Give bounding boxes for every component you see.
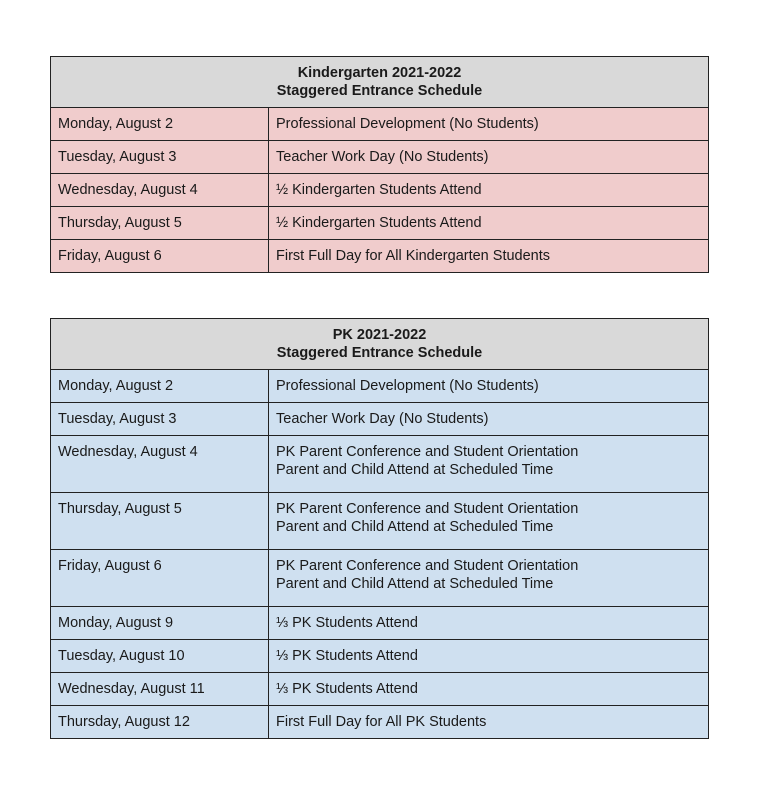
event-line: PK Parent Conference and Student Orientation [276, 501, 579, 517]
table-row [51, 240, 709, 273]
date-cell: Thursday, August 5 [51, 207, 269, 240]
table-subtitle-line: Staggered Entrance Schedule [276, 83, 483, 99]
date-cell: Monday, August 9 [51, 607, 269, 640]
table-row [51, 141, 709, 174]
date-cell: Wednesday, August 4 [51, 436, 269, 493]
date-cell: Thursday, August 5 [51, 493, 269, 550]
event-line-2: Parent and Child Attend at Scheduled Time [276, 462, 554, 478]
event-cell: ½ Kindergarten Students Attend [269, 174, 709, 207]
event-cell [269, 493, 709, 550]
pk-schedule-table [50, 318, 709, 739]
date-cell: Friday, August 6 [51, 240, 269, 273]
table-row [51, 108, 709, 141]
table-title-line: PK 2021-2022 [332, 327, 427, 343]
date-cell: Wednesday, August 4 [51, 174, 269, 207]
date-cell: Tuesday, August 3 [51, 403, 269, 436]
table-title-line: Kindergarten 2021-2022 [297, 65, 462, 81]
event-cell [269, 436, 709, 493]
event-cell [269, 550, 709, 607]
event-line: PK Parent Conference and Student Orientation [276, 444, 579, 460]
event-cell: ⅓ PK Students Attend [269, 607, 709, 640]
table-row [51, 436, 709, 493]
event-cell: Teacher Work Day (No Students) [269, 141, 709, 174]
table-row [51, 370, 709, 403]
event-line-2: Parent and Child Attend at Scheduled Time [276, 576, 554, 592]
table-row [51, 493, 709, 550]
date-cell: Thursday, August 12 [51, 706, 269, 739]
event-line-2: Parent and Child Attend at Scheduled Time [276, 519, 554, 535]
table-title [51, 319, 709, 370]
table-header-row [51, 57, 709, 108]
event-cell: Professional Development (No Students) [269, 370, 709, 403]
table-row [51, 673, 709, 706]
table-row [51, 640, 709, 673]
event-cell: First Full Day for All Kindergarten Students [269, 240, 709, 273]
table-row [51, 207, 709, 240]
date-cell: Tuesday, August 10 [51, 640, 269, 673]
date-cell: Tuesday, August 3 [51, 141, 269, 174]
event-cell: ½ Kindergarten Students Attend [269, 207, 709, 240]
date-cell: Friday, August 6 [51, 550, 269, 607]
event-cell: First Full Day for All PK Students [269, 706, 709, 739]
date-cell: Monday, August 2 [51, 370, 269, 403]
date-cell: Wednesday, August 11 [51, 673, 269, 706]
kindergarten-schedule-table [50, 56, 709, 273]
table-header-row [51, 319, 709, 370]
event-line: PK Parent Conference and Student Orientation [276, 558, 579, 574]
table-row [51, 607, 709, 640]
table-row [51, 403, 709, 436]
event-cell: ⅓ PK Students Attend [269, 673, 709, 706]
table-subtitle-line: Staggered Entrance Schedule [276, 345, 483, 361]
event-cell: ⅓ PK Students Attend [269, 640, 709, 673]
table-row [51, 550, 709, 607]
event-cell: Professional Development (No Students) [269, 108, 709, 141]
table-row [51, 174, 709, 207]
table-row [51, 706, 709, 739]
table-title [51, 57, 709, 108]
date-cell: Monday, August 2 [51, 108, 269, 141]
event-cell: Teacher Work Day (No Students) [269, 403, 709, 436]
